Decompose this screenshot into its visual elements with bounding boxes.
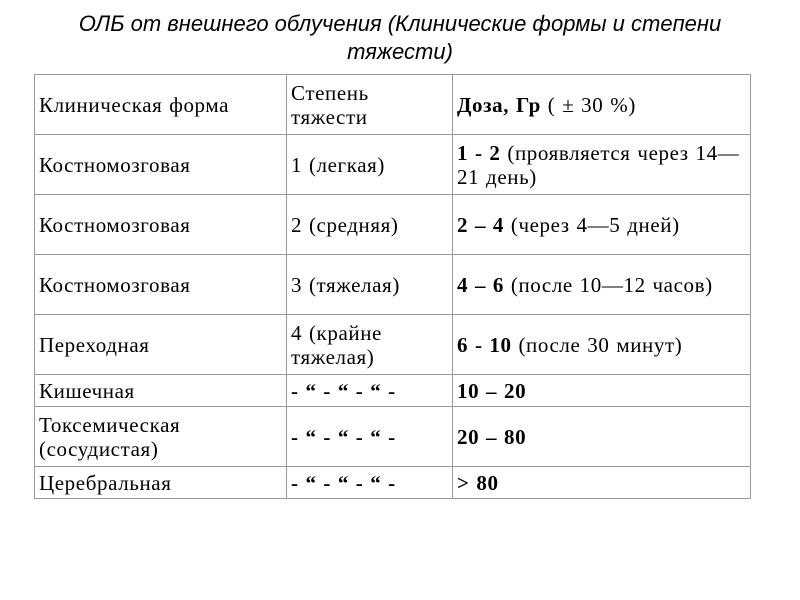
- cell-dose-value: 6 - 10: [457, 332, 512, 357]
- table-row: [35, 467, 751, 499]
- slide-title: ОЛБ от внешнего облучения (Клинические формы и степени тяжести): [78, 11, 722, 64]
- cell-form: Церебральная: [35, 467, 287, 499]
- cell-dose-note: (через 4—5 дней): [504, 212, 680, 237]
- cell-dose-value: 1 - 2: [457, 140, 501, 165]
- table-header-row: [35, 75, 751, 135]
- cell-form: Костномозговая: [35, 135, 287, 195]
- cell-dose: [453, 195, 751, 255]
- header-dose-unit: Доза, Гр: [457, 92, 541, 117]
- cell-dose: [453, 315, 751, 375]
- cell-dose: [453, 135, 751, 195]
- cell-dose: [453, 255, 751, 315]
- cell-dose: [453, 407, 751, 467]
- cell-severity: 4 (крайне тяжелая): [287, 315, 453, 375]
- table-row: [35, 135, 751, 195]
- cell-severity: 1 (легкая): [287, 135, 453, 195]
- table-row: [35, 407, 751, 467]
- table-row: [35, 195, 751, 255]
- cell-dose-value: 2 – 4: [457, 212, 504, 237]
- cell-severity: 2 (средняя): [287, 195, 453, 255]
- table-row: [35, 315, 751, 375]
- header-dose: [453, 75, 751, 135]
- cell-dose-note: (проявляется через 14—21 день): [457, 140, 740, 189]
- cell-form: Костномозговая: [35, 195, 287, 255]
- dose-table: [34, 74, 751, 499]
- cell-severity: - “ - “ - “ -: [287, 375, 453, 407]
- header-form: Клиническая форма: [35, 75, 287, 135]
- cell-dose-value: 20 – 80: [457, 424, 527, 449]
- cell-dose-note: (после 10—12 часов): [504, 272, 713, 297]
- header-dose-range: ( ± 30 %): [540, 92, 636, 117]
- cell-form: Кишечная: [35, 375, 287, 407]
- cell-form: Токсемическая (сосудистая): [35, 407, 287, 467]
- cell-dose: [453, 375, 751, 407]
- header-severity: Степень тяжести: [287, 75, 453, 135]
- cell-severity: 3 (тяжелая): [287, 255, 453, 315]
- cell-dose-value: 10 – 20: [457, 378, 527, 403]
- cell-dose: [453, 467, 751, 499]
- cell-dose-value: 4 – 6: [457, 272, 504, 297]
- cell-dose-value: > 80: [457, 470, 499, 495]
- cell-dose-note: (после 30 минут): [511, 332, 683, 357]
- table-row: [35, 375, 751, 407]
- dose-table-container: [34, 74, 750, 499]
- cell-severity: - “ - “ - “ -: [287, 407, 453, 467]
- cell-severity: - “ - “ - “ -: [287, 467, 453, 499]
- table-row: [35, 255, 751, 315]
- cell-form: Переходная: [35, 315, 287, 375]
- cell-form: Костномозговая: [35, 255, 287, 315]
